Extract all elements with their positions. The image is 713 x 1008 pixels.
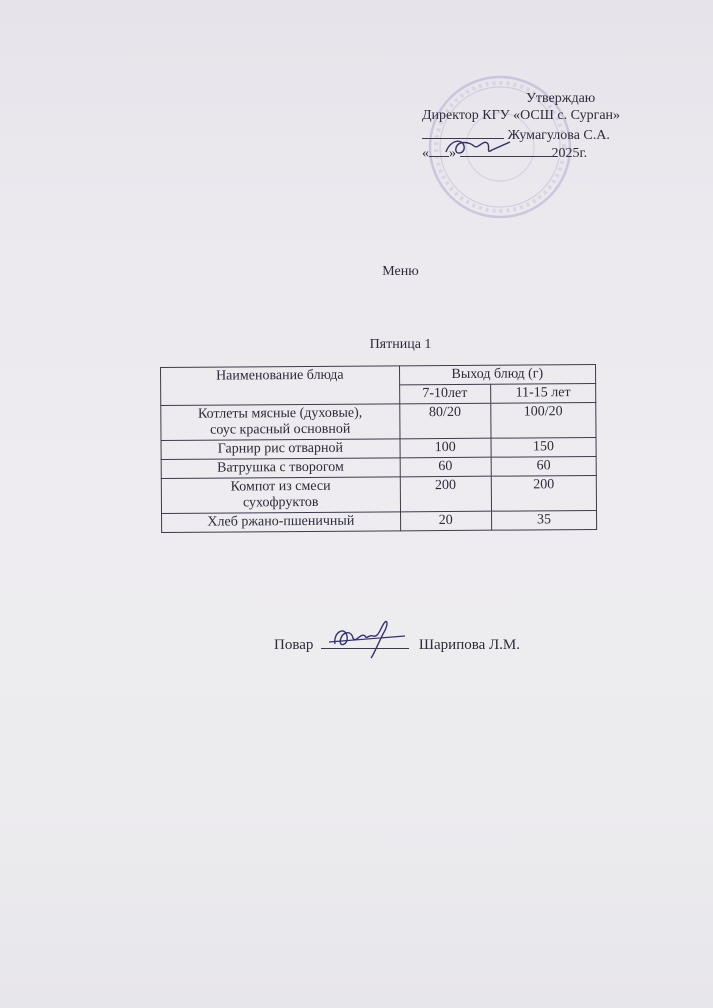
dish-name: Гарнир рис отварной	[161, 439, 400, 460]
cook-role: Повар	[274, 637, 314, 653]
dish-name: Ватрушка с творогом	[161, 458, 400, 479]
table-row	[162, 510, 597, 532]
header-dish-name: Наименование блюда	[161, 366, 400, 406]
portion-value: 150	[491, 437, 596, 457]
header-age-group: 11-15 лет	[490, 383, 595, 403]
dish-name: Хлеб ржано-пшеничный	[162, 512, 401, 533]
director-signature-line	[422, 124, 702, 144]
table-row	[161, 475, 596, 513]
header-age-group: 7-10лет	[399, 384, 490, 404]
cook-signature	[321, 614, 407, 660]
signature-blank	[422, 124, 504, 139]
cook-signature-block	[274, 632, 520, 654]
portion-value: 200	[400, 476, 491, 512]
menu-table	[160, 364, 597, 533]
cook-name: Шарипова Л.М.	[418, 637, 521, 653]
header-output: Выход блюд (г)	[399, 364, 596, 384]
dish-name: Компот из смеси сухофруктов	[161, 477, 400, 514]
approval-date: « » 2025г.	[422, 146, 588, 161]
signature-blank	[321, 632, 409, 649]
portion-value: 60	[400, 457, 491, 477]
portion-value: 100	[400, 438, 491, 458]
date-month-blank	[460, 144, 552, 157]
director-position: Директор КГУ «ОСШ с. Сурган»	[422, 108, 621, 123]
date-year: 2025г.	[551, 146, 588, 161]
portion-value: 80/20	[399, 403, 490, 439]
table-row	[161, 402, 596, 440]
document-title: Меню	[382, 264, 419, 279]
portion-value: 20	[400, 511, 491, 531]
portion-value: 35	[491, 510, 596, 530]
portion-value: 60	[491, 456, 596, 476]
day-label: Пятница 1	[369, 337, 432, 352]
portion-value: 100/20	[491, 402, 596, 438]
portion-value: 200	[491, 475, 596, 511]
approval-block	[422, 90, 702, 162]
date-day-blank	[429, 144, 449, 157]
director-name: Жумагулова С.А.	[507, 128, 610, 143]
dish-name: Котлеты мясные (духовые), соус красный основной	[161, 404, 400, 441]
approval-heading: Утверждаю	[526, 91, 596, 106]
